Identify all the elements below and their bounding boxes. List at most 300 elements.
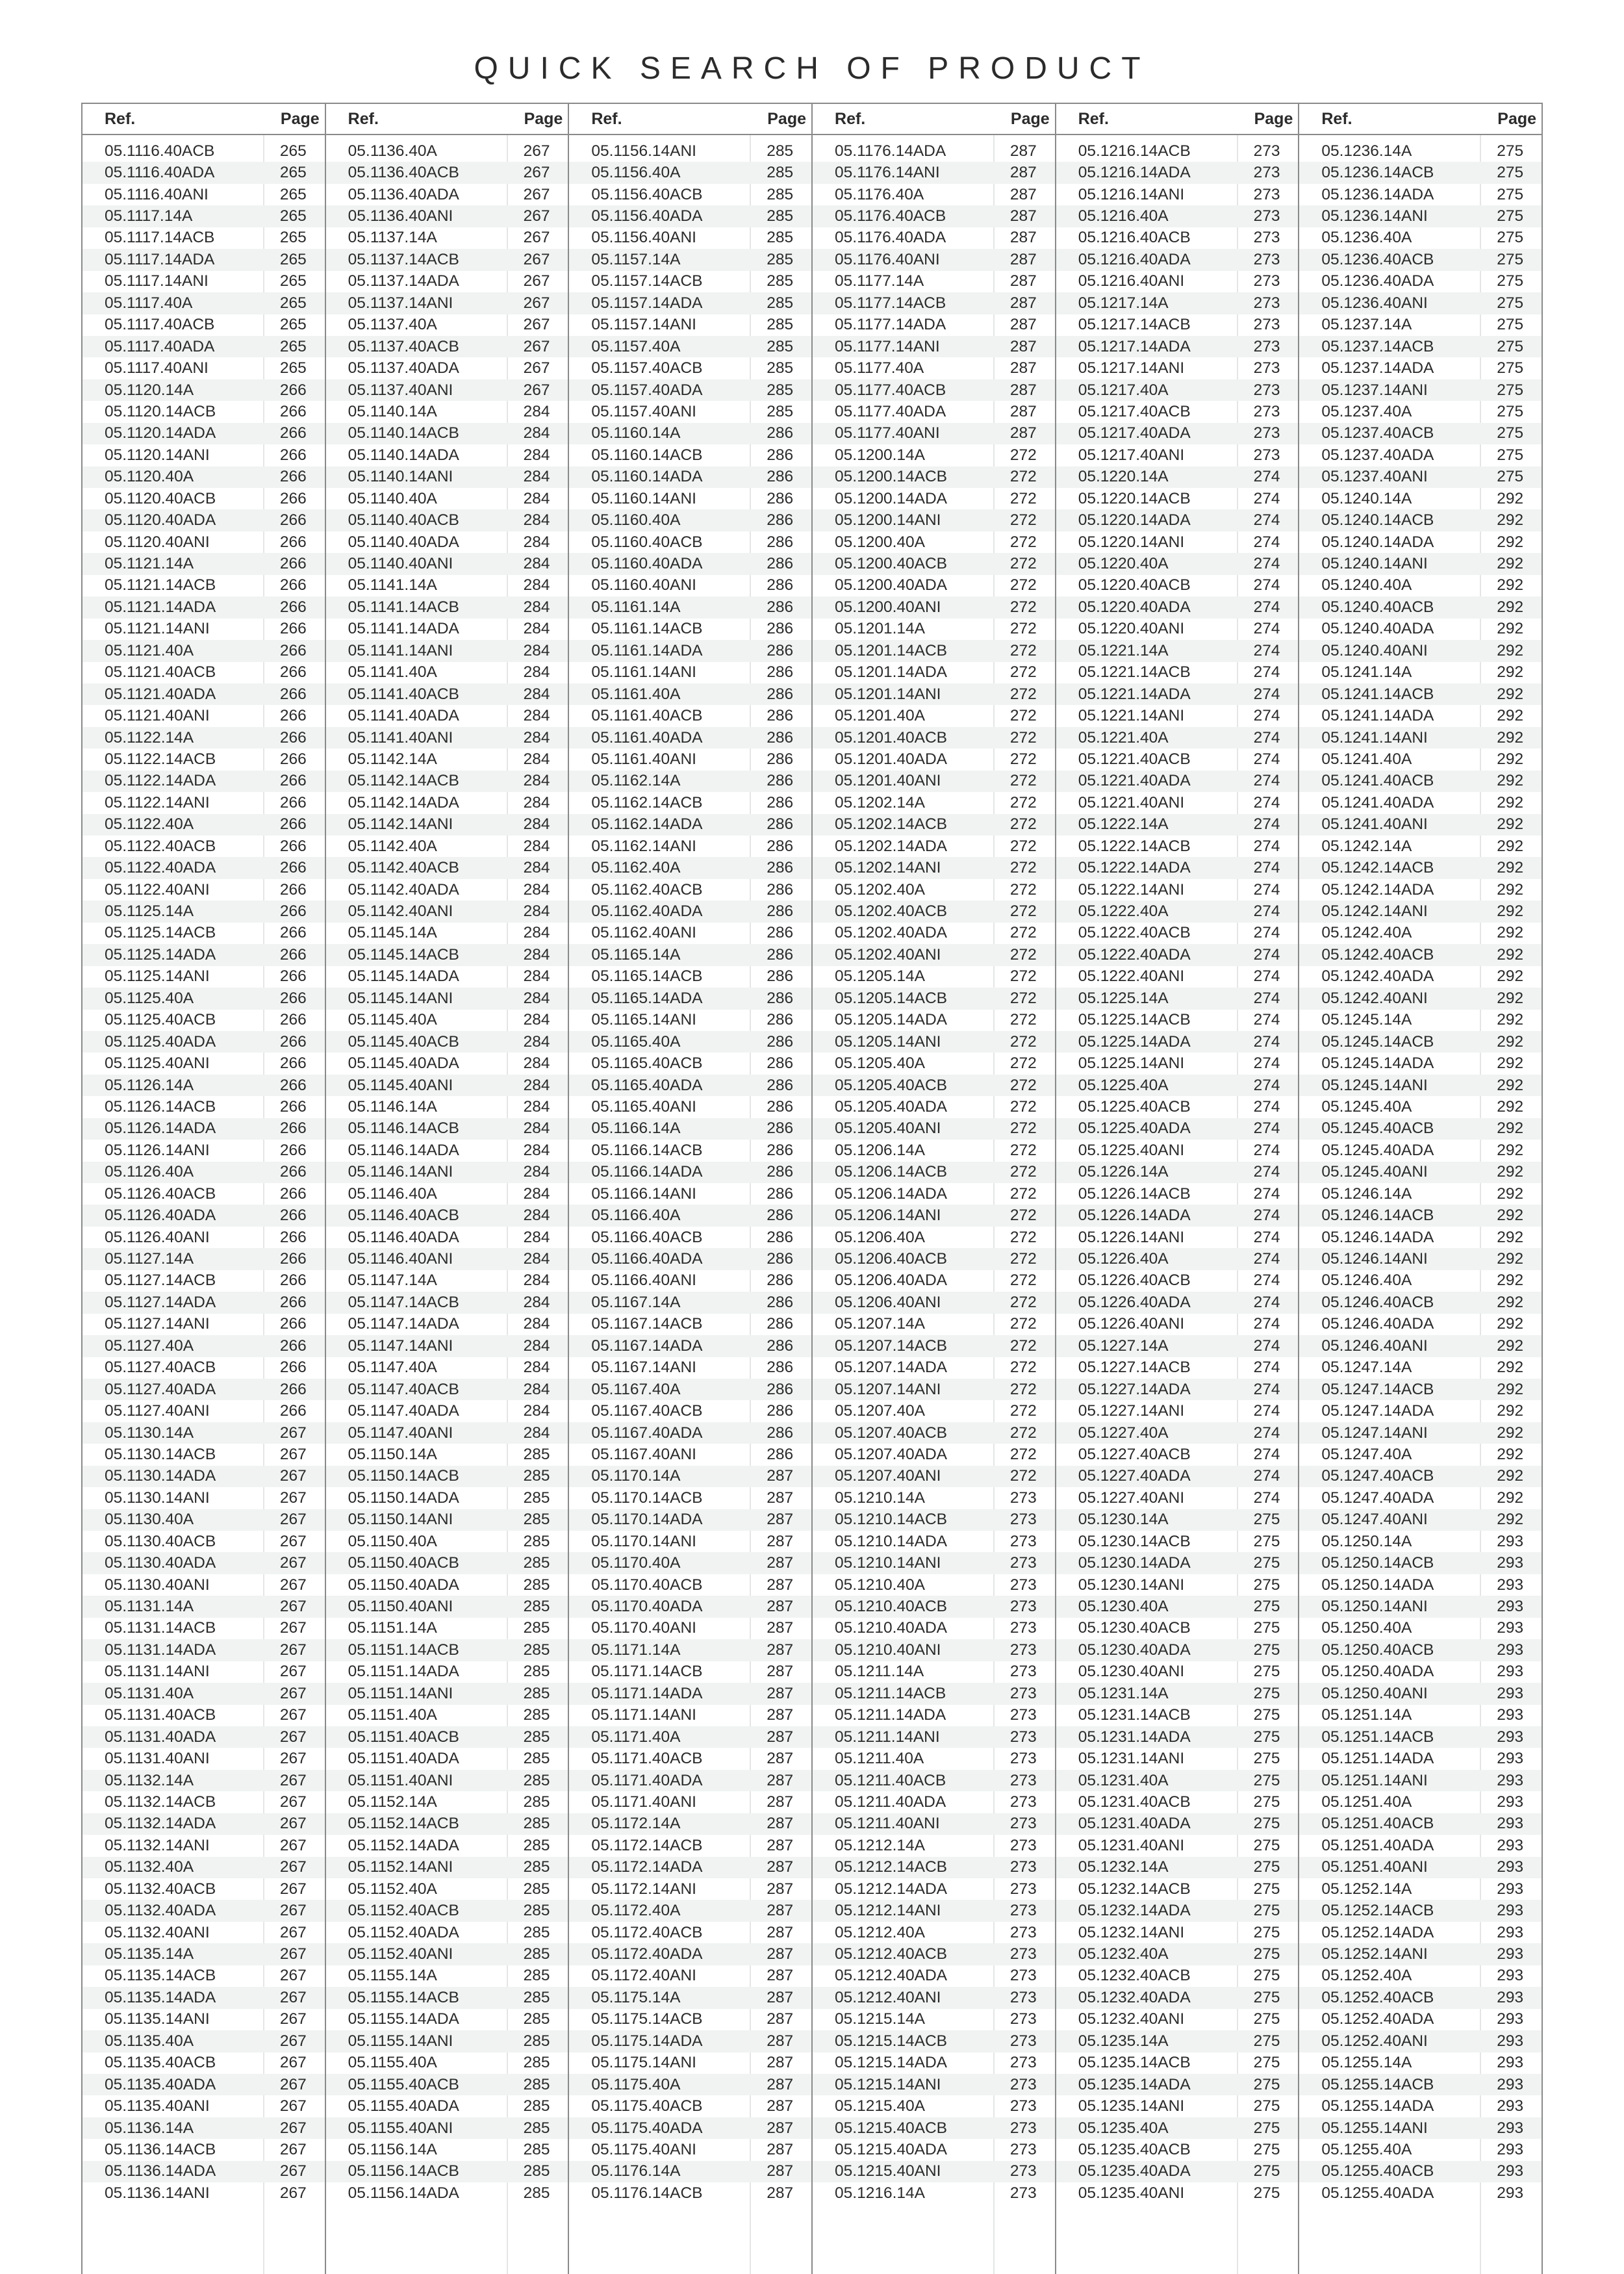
product-ref: 05.1240.40A — [1321, 576, 1412, 594]
page-number: 287 — [767, 1836, 794, 1854]
page-number: 275 — [1253, 1728, 1280, 1746]
table-row — [82, 2139, 325, 2160]
page-number: 287 — [767, 2010, 794, 2028]
page-number: 267 — [279, 2054, 307, 2072]
page-header: Page — [1497, 109, 1537, 128]
table-row — [326, 1531, 568, 1552]
table-row — [813, 1552, 1055, 1574]
table-row — [1299, 1205, 1542, 1226]
product-ref: 05.1232.40A — [1078, 1945, 1169, 1963]
page-number: 272 — [1009, 511, 1037, 530]
product-ref: 05.1175.14A — [591, 1988, 681, 2006]
page-number: 272 — [1009, 1336, 1037, 1355]
page-number: 273 — [1009, 1619, 1037, 1637]
page-number: 273 — [1253, 446, 1280, 464]
page-number: 267 — [279, 1663, 307, 1681]
table-row — [326, 2161, 568, 2182]
page-number: 292 — [1497, 859, 1524, 877]
page-number: 274 — [1253, 641, 1280, 659]
product-ref: 05.1120.14ACB — [105, 402, 216, 420]
page-number: 267 — [279, 1988, 307, 2006]
product-ref: 05.1231.40ADA — [1078, 1815, 1191, 1833]
page-number: 274 — [1253, 945, 1280, 964]
table-row — [326, 2074, 568, 2095]
product-ref: 05.1156.14ANI — [591, 142, 696, 160]
page-number: 272 — [1009, 663, 1037, 682]
page-number: 286 — [767, 1315, 794, 1333]
product-ref: 05.1206.40A — [835, 1228, 925, 1246]
product-ref: 05.1212.14ACB — [835, 1858, 948, 1876]
table-row — [82, 1748, 325, 1769]
product-ref: 05.1156.14ACB — [348, 2162, 459, 2180]
product-ref: 05.1146.40ANI — [348, 1250, 453, 1268]
product-ref: 05.1165.14ANI — [591, 1011, 696, 1029]
page-number: 287 — [767, 1467, 794, 1485]
product-ref: 05.1145.14ADA — [348, 967, 459, 986]
product-ref: 05.1247.14ACB — [1321, 1380, 1434, 1398]
column-header — [569, 104, 811, 135]
product-ref: 05.1251.14ACB — [1321, 1728, 1434, 1746]
page-number: 275 — [1497, 142, 1524, 160]
table-row — [82, 271, 325, 292]
table-row — [569, 966, 811, 988]
table-row — [569, 2074, 811, 2095]
product-ref: 05.1122.14A — [105, 728, 194, 747]
page-number: 273 — [1009, 1511, 1037, 1529]
product-ref: 05.1201.14ADA — [835, 663, 948, 682]
table-row — [813, 1791, 1055, 1813]
product-ref: 05.1142.14ACB — [348, 772, 459, 790]
table-row — [813, 1987, 1055, 2008]
table-row — [569, 2095, 811, 2117]
page-number: 284 — [523, 685, 550, 703]
table-row — [569, 1292, 811, 1313]
product-ref: 05.1117.14ANI — [105, 272, 209, 290]
table-row — [1056, 314, 1299, 336]
product-ref: 05.1166.40ACB — [591, 1228, 703, 1246]
page-number: 287 — [767, 1815, 794, 1833]
product-ref: 05.1202.40ANI — [835, 945, 941, 964]
product-ref: 05.1121.40ANI — [105, 707, 210, 725]
page-number: 272 — [1009, 1380, 1037, 1398]
product-ref: 05.1160.14ACB — [591, 446, 703, 464]
product-ref: 05.1205.40ACB — [835, 1076, 948, 1094]
table-row — [813, 162, 1055, 183]
page-number: 285 — [523, 1619, 550, 1637]
page-number: 265 — [279, 294, 307, 312]
product-ref: 05.1252.40ACB — [1321, 1988, 1434, 2006]
page-number: 272 — [1009, 967, 1037, 986]
table-row — [1056, 1031, 1299, 1053]
page-number: 286 — [767, 1359, 794, 1377]
table-row — [569, 901, 811, 922]
page-number: 293 — [1497, 1815, 1524, 1833]
table-row — [1056, 1400, 1299, 1422]
product-ref: 05.1172.40ADA — [591, 1945, 703, 1963]
product-ref: 05.1205.14ANI — [835, 1032, 941, 1051]
table-row — [326, 988, 568, 1009]
page-number: 284 — [523, 598, 550, 616]
page-number: 293 — [1497, 2119, 1524, 2137]
page-number: 287 — [1009, 381, 1037, 399]
table-row — [1056, 1227, 1299, 1248]
page-number: 274 — [1253, 598, 1280, 616]
page-number: 273 — [1009, 1967, 1037, 1985]
product-ref: 05.1131.40ADA — [105, 1728, 216, 1746]
table-row — [82, 488, 325, 509]
page-number: 267 — [279, 2010, 307, 2028]
product-ref: 05.1132.40A — [105, 1858, 194, 1876]
table-row — [326, 444, 568, 466]
product-ref: 05.1235.14ACB — [1078, 2054, 1191, 2072]
product-ref: 05.1141.14ACB — [348, 598, 459, 616]
table-row — [813, 727, 1055, 748]
column-header — [326, 104, 568, 135]
product-ref: 05.1230.40ANI — [1078, 1663, 1185, 1681]
product-ref: 05.1205.14ADA — [835, 1011, 948, 1029]
product-ref: 05.1210.14A — [835, 1488, 925, 1507]
page-number: 267 — [523, 359, 550, 377]
product-ref: 05.1170.14ACB — [591, 1488, 703, 1507]
page-number: 272 — [1009, 533, 1037, 551]
table-row — [326, 205, 568, 227]
page-number: 266 — [279, 750, 307, 768]
page-number: 285 — [767, 185, 794, 203]
page-number: 292 — [1497, 880, 1524, 899]
product-ref: 05.1205.40A — [835, 1054, 925, 1073]
table-row — [82, 1205, 325, 1226]
table-row — [569, 1770, 811, 1791]
page-number: 293 — [1497, 1923, 1524, 1941]
table-row — [1299, 1010, 1542, 1031]
product-ref: 05.1211.14ANI — [835, 1728, 940, 1746]
table-row — [569, 1205, 811, 1226]
product-ref: 05.1212.40ANI — [835, 1988, 941, 2006]
page-number: 293 — [1497, 1750, 1524, 1768]
page-number: 286 — [767, 1119, 794, 1138]
page-number: 267 — [523, 207, 550, 225]
table-row — [1056, 1444, 1299, 1465]
product-ref: 05.1150.14ANI — [348, 1511, 453, 1529]
table-row — [326, 466, 568, 488]
product-ref: 05.1142.40A — [348, 837, 437, 855]
table-row — [569, 879, 811, 901]
product-ref: 05.1236.14ANI — [1321, 207, 1428, 225]
page-number: 275 — [1497, 316, 1524, 334]
product-ref: 05.1221.40ANI — [1078, 793, 1185, 811]
table-row — [326, 857, 568, 878]
page-number: 285 — [523, 2184, 550, 2202]
table-row — [1299, 1487, 1542, 1509]
product-ref: 05.1151.40ANI — [348, 1771, 453, 1789]
page-number: 266 — [279, 1402, 307, 1420]
table-row — [82, 2182, 325, 2204]
product-ref: 05.1161.40ACB — [591, 707, 703, 725]
page-number: 267 — [279, 2140, 307, 2158]
table-row — [1056, 1335, 1299, 1357]
table-row — [1299, 640, 1542, 661]
table-row — [813, 879, 1055, 901]
page-number: 292 — [1497, 967, 1524, 986]
product-ref: 05.1172.14ADA — [591, 1858, 703, 1876]
page-number: 285 — [523, 2075, 550, 2093]
page-number: 275 — [1497, 185, 1524, 203]
product-ref: 05.1216.14A — [835, 2184, 925, 2202]
table-row — [82, 923, 325, 944]
page-number: 267 — [279, 1923, 307, 1941]
product-ref: 05.1236.14ADA — [1321, 185, 1434, 203]
page-number: 293 — [1497, 1619, 1524, 1637]
table-row — [813, 271, 1055, 292]
table-row — [326, 705, 568, 726]
table-row — [813, 379, 1055, 401]
page-number: 273 — [1009, 1945, 1037, 1963]
table-row — [82, 1683, 325, 1704]
table-row — [326, 1248, 568, 1270]
product-ref: 05.1151.14A — [348, 1619, 437, 1637]
table-row — [813, 1140, 1055, 1161]
page-number: 286 — [767, 880, 794, 899]
table-row — [1299, 1705, 1542, 1726]
table-row — [1056, 401, 1299, 422]
column-header — [1299, 104, 1542, 135]
product-ref: 05.1210.14ACB — [835, 1511, 948, 1529]
page-number: 286 — [767, 1011, 794, 1029]
ref-header: Ref. — [591, 109, 622, 128]
product-ref: 05.1140.40A — [348, 489, 437, 507]
product-ref: 05.1140.14ADA — [348, 446, 459, 464]
page-number: 286 — [767, 815, 794, 834]
page-number: 266 — [279, 663, 307, 682]
page-number: 267 — [279, 1836, 307, 1854]
product-ref: 05.1177.14A — [835, 272, 924, 290]
table-row — [813, 988, 1055, 1009]
product-ref: 05.1245.14ADA — [1321, 1054, 1434, 1073]
product-ref: 05.1231.14A — [1078, 1684, 1169, 1702]
table-row — [1299, 466, 1542, 488]
product-ref: 05.1122.14ANI — [105, 793, 210, 811]
page-number: 284 — [523, 1271, 550, 1290]
product-ref: 05.1255.14ANI — [1321, 2119, 1428, 2137]
table-row — [326, 2095, 568, 2117]
table-row — [569, 640, 811, 661]
product-ref: 05.1162.14ANI — [591, 837, 696, 855]
product-ref: 05.1215.14ANI — [835, 2075, 941, 2093]
page-number: 272 — [1009, 1402, 1037, 1420]
page-number: 284 — [523, 728, 550, 747]
product-ref: 05.1167.40ACB — [591, 1402, 703, 1420]
product-ref: 05.1177.40A — [835, 359, 924, 377]
page-number: 285 — [523, 1923, 550, 1941]
table-row — [569, 1422, 811, 1444]
product-ref: 05.1216.14ACB — [1078, 142, 1191, 160]
table-row — [1056, 1292, 1299, 1313]
table-row — [569, 1357, 811, 1379]
product-ref: 05.1205.14ACB — [835, 989, 948, 1007]
page-number: 273 — [1253, 207, 1280, 225]
table-row — [1299, 857, 1542, 878]
product-ref: 05.1147.40ACB — [348, 1380, 459, 1398]
table-row — [82, 1791, 325, 1813]
table-row — [1299, 836, 1542, 857]
product-ref: 05.1156.40ADA — [591, 207, 703, 225]
product-ref: 05.1240.14A — [1321, 489, 1412, 507]
table-row — [813, 2009, 1055, 2030]
page-number: 285 — [767, 294, 794, 312]
page-number: 292 — [1497, 641, 1524, 659]
product-ref: 05.1146.14A — [348, 1097, 437, 1116]
table-row — [326, 531, 568, 553]
product-ref: 05.1247.40ACB — [1321, 1467, 1434, 1485]
table-row — [326, 1987, 568, 2008]
table-row — [326, 488, 568, 509]
product-ref: 05.1152.14ADA — [348, 1836, 459, 1854]
page-number: 274 — [1253, 750, 1280, 768]
table-row — [813, 1379, 1055, 1400]
page-number: 272 — [1009, 1163, 1037, 1181]
table-row — [1299, 1878, 1542, 1900]
table-row — [82, 1444, 325, 1465]
table-row — [1056, 2030, 1299, 2052]
table-row — [326, 140, 568, 162]
page-number: 266 — [279, 1271, 307, 1290]
product-ref: 05.1127.40ADA — [105, 1380, 216, 1398]
table-row — [82, 509, 325, 531]
page-number: 284 — [523, 815, 550, 834]
product-ref: 05.1121.14ADA — [105, 598, 216, 616]
page-number: 284 — [523, 1315, 550, 1333]
page-number: 285 — [523, 2010, 550, 2028]
ref-header: Ref. — [105, 109, 136, 128]
page-number: 293 — [1497, 2075, 1524, 2093]
product-ref: 05.1140.40ACB — [348, 511, 459, 530]
product-ref: 05.1206.40ACB — [835, 1250, 948, 1268]
page-number: 286 — [767, 533, 794, 551]
product-ref: 05.1206.14A — [835, 1141, 925, 1159]
product-ref: 05.1131.40A — [105, 1684, 194, 1702]
page-number: 285 — [523, 2162, 550, 2180]
product-ref: 05.1167.40ANI — [591, 1445, 696, 1463]
table-row — [82, 771, 325, 792]
page-number: 266 — [279, 576, 307, 594]
page-number: 287 — [1009, 402, 1037, 420]
table-row — [1056, 357, 1299, 379]
product-ref: 05.1136.40ANI — [348, 207, 453, 225]
product-ref: 05.1246.40ACB — [1321, 1293, 1434, 1311]
table-row — [326, 227, 568, 249]
product-ref: 05.1240.14ADA — [1321, 533, 1434, 551]
page-number: 273 — [1253, 185, 1280, 203]
table-row — [569, 944, 811, 965]
table-row — [813, 2052, 1055, 2074]
table-row — [813, 2095, 1055, 2117]
product-ref: 05.1150.40ADA — [348, 1576, 459, 1594]
page-number: 275 — [1253, 1967, 1280, 1985]
product-ref: 05.1220.14A — [1078, 468, 1169, 486]
page-number: 285 — [523, 1967, 550, 1985]
table-row — [326, 792, 568, 813]
table-row — [1299, 1314, 1542, 1335]
page-number: 266 — [279, 489, 307, 507]
table-row — [569, 1857, 811, 1878]
table-row — [569, 1618, 811, 1639]
product-ref: 05.1120.40ACB — [105, 489, 216, 507]
table-row — [1056, 553, 1299, 574]
product-ref: 05.1155.14A — [348, 1967, 437, 1985]
table-row — [813, 423, 1055, 444]
product-ref: 05.1146.40ADA — [348, 1228, 459, 1246]
page-number: 275 — [1253, 1532, 1280, 1550]
page-number: 286 — [767, 728, 794, 747]
page-number: 274 — [1253, 1207, 1280, 1225]
product-ref: 05.1250.14ANI — [1321, 1598, 1428, 1616]
table-row — [1299, 2074, 1542, 2095]
page-number: 275 — [1497, 164, 1524, 182]
page-number: 292 — [1497, 1207, 1524, 1225]
product-ref: 05.1211.40A — [835, 1750, 924, 1768]
product-ref: 05.1227.14A — [1078, 1336, 1169, 1355]
product-ref: 05.1201.40A — [835, 707, 925, 725]
page-number: 266 — [279, 1359, 307, 1377]
product-ref: 05.1251.40ACB — [1321, 1815, 1434, 1833]
page-number: 266 — [279, 1141, 307, 1159]
table-row — [569, 1661, 811, 1683]
page-number: 274 — [1253, 1402, 1280, 1420]
page-number: 273 — [1009, 1641, 1037, 1659]
product-ref: 05.1225.14ACB — [1078, 1011, 1191, 1029]
product-ref: 05.1141.40ACB — [348, 685, 459, 703]
page-header: Page — [524, 109, 563, 128]
table-row — [326, 1357, 568, 1379]
table-row — [1299, 792, 1542, 813]
table-row — [1299, 1596, 1542, 1617]
table-row — [813, 1314, 1055, 1335]
table-row — [1056, 575, 1299, 596]
page-number: 292 — [1497, 1511, 1524, 1529]
page-number: 293 — [1497, 1554, 1524, 1572]
product-ref: 05.1150.40ANI — [348, 1598, 453, 1616]
product-ref: 05.1237.14A — [1321, 316, 1412, 334]
page-number: 275 — [1253, 1619, 1280, 1637]
page-number: 274 — [1253, 1488, 1280, 1507]
product-ref: 05.1147.14A — [348, 1271, 437, 1290]
product-ref: 05.1147.40ADA — [348, 1402, 459, 1420]
table-row — [1299, 314, 1542, 336]
product-ref: 05.1240.40ACB — [1321, 598, 1434, 616]
page-number: 286 — [767, 685, 794, 703]
product-ref: 05.1207.40ANI — [835, 1467, 941, 1485]
product-ref: 05.1245.40A — [1321, 1097, 1412, 1116]
product-ref: 05.1232.14ACB — [1078, 1880, 1191, 1898]
page-number: 274 — [1253, 1271, 1280, 1290]
page-number: 273 — [1009, 2032, 1037, 2050]
product-ref: 05.1250.14ACB — [1321, 1554, 1434, 1572]
table-row — [569, 1010, 811, 1031]
page-number: 293 — [1497, 1880, 1524, 1898]
product-ref: 05.1200.14A — [835, 446, 925, 464]
page-number: 272 — [1009, 1097, 1037, 1116]
page-number: 266 — [279, 924, 307, 942]
product-ref: 05.1211.14ADA — [835, 1706, 946, 1724]
page-number: 293 — [1497, 2140, 1524, 2158]
table-row — [1299, 575, 1542, 596]
page-number: 274 — [1253, 468, 1280, 486]
product-ref: 05.1146.14ANI — [348, 1163, 453, 1181]
product-ref: 05.1230.14ANI — [1078, 1576, 1185, 1594]
product-ref: 05.1172.40ACB — [591, 1923, 703, 1941]
table-row — [82, 205, 325, 227]
product-ref: 05.1247.40A — [1321, 1445, 1412, 1463]
